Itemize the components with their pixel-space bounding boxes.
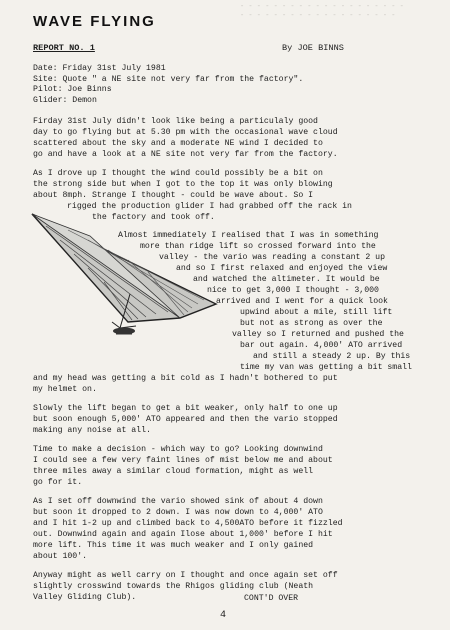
paragraph-line: about 8mph. Strange I thought - could be wave about. So I bbox=[33, 191, 314, 200]
paragraph-line: more lift. This time it was much weaker and I only gained bbox=[33, 541, 314, 550]
flight-details bbox=[33, 64, 303, 106]
paragraph-line: upwind about a mile, still lift bbox=[240, 308, 393, 317]
paragraph-line: and watched the altimeter. It would be bbox=[193, 275, 380, 284]
paragraph-line: making any noise at all. bbox=[33, 426, 151, 435]
paragraph-line: scattered about the sky and a moderate NE wind I decided to bbox=[33, 139, 323, 148]
paragraph-line: Firday 31st July didn't look like being a particulaly good bbox=[33, 117, 318, 126]
paragraph-line: As I set off downwind the vario showed sink of about 4 down bbox=[33, 497, 323, 506]
paragraph-line: Valley Gliding Club). bbox=[33, 593, 137, 602]
paragraph-line: go for it. bbox=[33, 478, 83, 487]
paragraph-line: time my van was getting a bit small bbox=[240, 363, 412, 372]
paragraph-line: more than ridge lift so crossed forward into the bbox=[140, 242, 376, 251]
glider-line: Glider: Demon bbox=[33, 95, 97, 105]
paragraph-line: day to go flying but at 5.30 pm with the occasional wave cloud bbox=[33, 128, 338, 137]
paragraph-line: but not as strong as over the bbox=[240, 319, 383, 328]
paragraph-line: three miles away a similar cloud formation, might as well bbox=[33, 467, 314, 476]
paragraph-line: about 100'. bbox=[33, 552, 88, 561]
continued-notice: CONT'D OVER bbox=[244, 594, 299, 603]
paragraph-line: Almost immediately I realised that I was in something bbox=[118, 231, 379, 240]
paragraph-line: slightly crosswind towards the Rhigos gliding club (Neath bbox=[33, 582, 314, 591]
paragraph-line: Slowly the lift began to get a bit weaker, only half to one up bbox=[33, 404, 338, 413]
paragraph-line: bar out again. 4,000' ATO arrived bbox=[240, 341, 403, 350]
paragraph-line: and still a steady 2 up. By this bbox=[253, 352, 411, 361]
paragraph-line: my helmet on. bbox=[33, 385, 97, 394]
paragraph-line: Time to make a decision - which way to go? Looking downwind bbox=[33, 445, 323, 454]
paragraph-line: arrived and I went for a quick look bbox=[216, 297, 388, 306]
paragraph-line: valley - the vario was reading a constant 2 up bbox=[159, 253, 386, 262]
pilot-line: Pilot: Joe Binns bbox=[33, 85, 112, 95]
paragraph-line: valley so I returned and pushed the bbox=[232, 330, 404, 339]
paragraph-line: but soon it dropped to 2 down. I was now down to 4,000' ATO bbox=[33, 508, 323, 517]
paragraph-line: but soon enough 5,000' ATO appeared and then the vario stopped bbox=[33, 415, 338, 424]
paragraph-line: and my head was getting a bit cold as I hadn't bothered to put bbox=[33, 374, 338, 383]
paragraph-line: rigged the production glider I had grabbed off the rack in bbox=[67, 202, 352, 211]
date-line: Date: Friday 31st July 1981 bbox=[33, 64, 166, 73]
paragraph-line: go and have a look at a NE site not very far from the factory. bbox=[33, 150, 338, 159]
paragraph-line: nice to get 3,000 I thought - 3,000 bbox=[207, 286, 379, 295]
paragraph-line: out. Downwind again and again Ilose about 1,000' before I hit bbox=[33, 530, 333, 539]
page-title: WAVE FLYING bbox=[33, 13, 156, 30]
site-line: Site: Quote " a NE site not very far from the factory". bbox=[33, 74, 304, 84]
paragraph-line: I could see a few very faint lines of mist below me and about bbox=[33, 456, 333, 465]
paragraph-line: the factory and took off. bbox=[92, 213, 215, 222]
page-number: 4 bbox=[220, 610, 227, 621]
author-byline: By JOE BINNS bbox=[282, 43, 344, 53]
paragraph-line: and I hit 1-2 up and climbed back to 4,500ATO before it fizzled bbox=[33, 519, 343, 528]
bleed-through-text: - - - - - - - - - - - - - - - - - - - - - - - - - - - - - - - - - - - - - - - bbox=[240, 3, 404, 20]
paragraph-line: and so I first relaxed and enjoyed the view bbox=[176, 264, 388, 273]
paragraph-line: As I drove up I thought the wind could possibly be a bit on bbox=[33, 169, 323, 178]
paragraph-line: Anyway might as well carry on I thought and once again set off bbox=[33, 571, 338, 580]
report-number: REPORT NO. 1 bbox=[33, 43, 95, 53]
paragraph-line: the strong side but when I got to the top it was only blowing bbox=[33, 180, 333, 189]
